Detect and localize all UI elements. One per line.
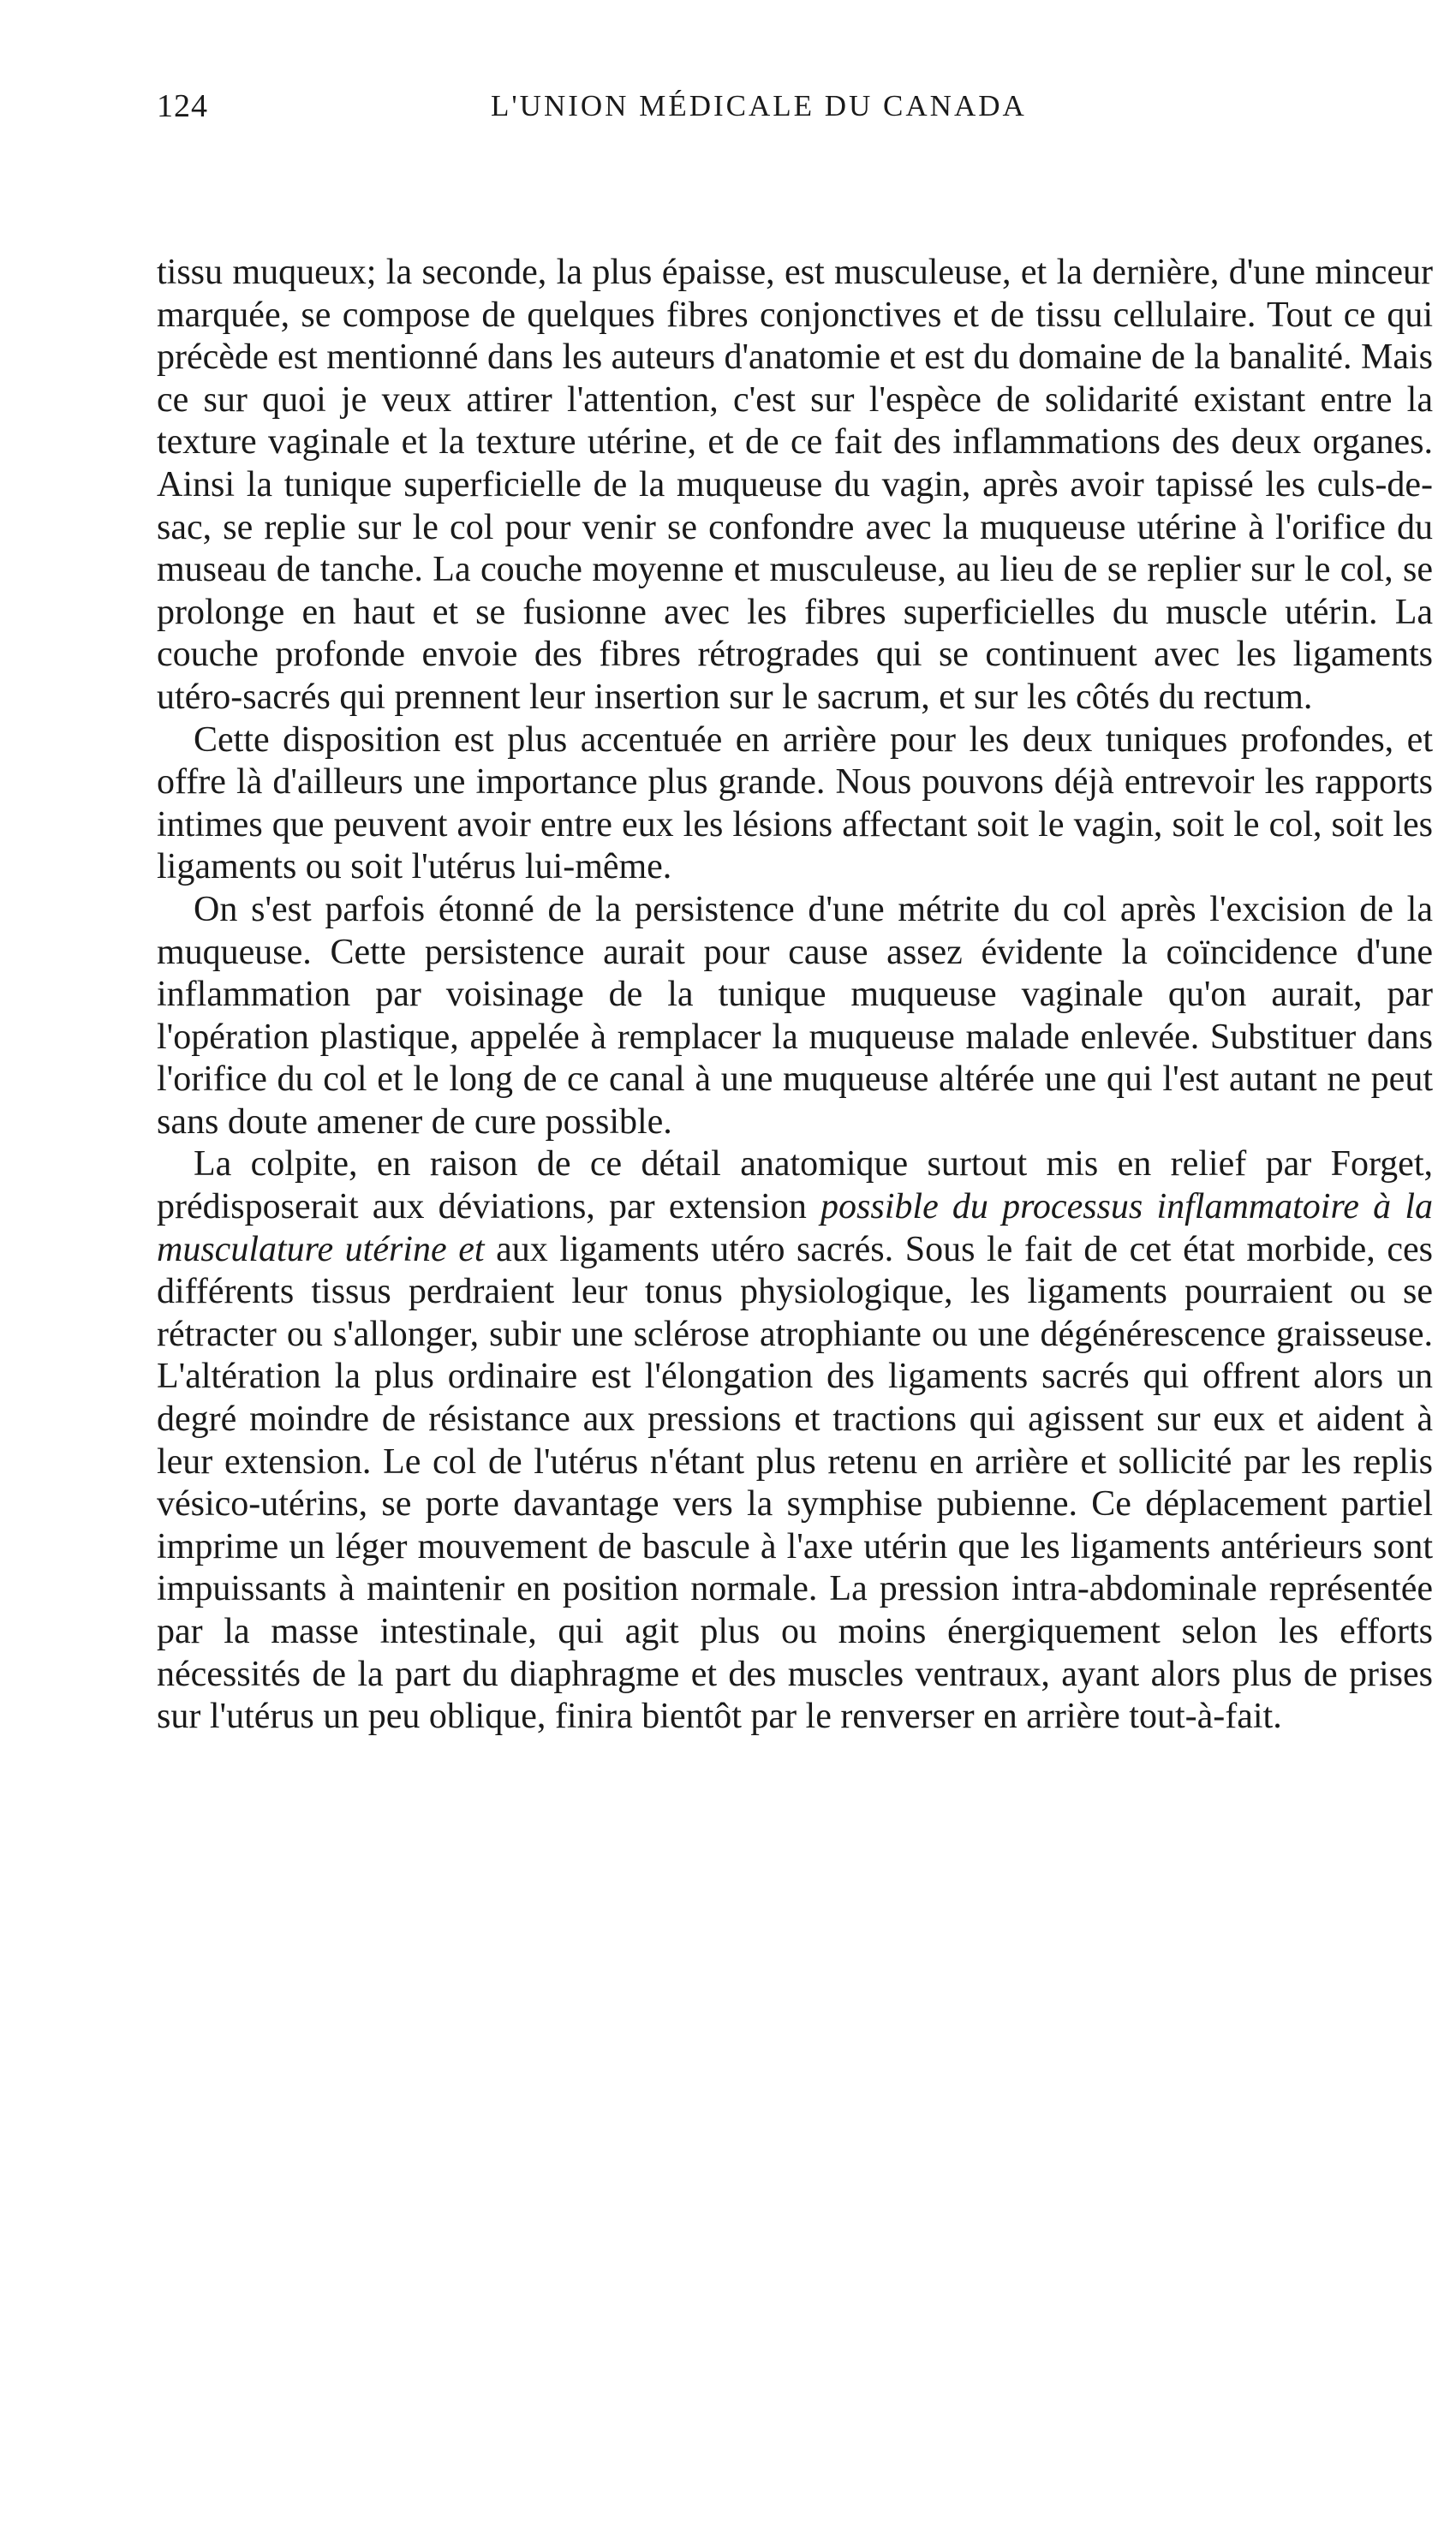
paragraph-4 — [157, 1143, 1433, 1738]
running-header — [157, 79, 1433, 130]
paragraph-3 — [157, 889, 1433, 1144]
journal-title: L'UNION MÉDICALE DU CANADA — [491, 89, 1027, 122]
paragraph-1 — [157, 252, 1433, 719]
paragraph-4-text-start: La colpite, en raison de ce détail anatomique surtout mis en relief par Forget, prédisposerait aux déviations, par extension — [157, 1144, 1433, 1227]
paragraph-1-text: tissu muqueux; la seconde, la plus épaisse, est musculeuse, et la dernière, d'une minceur marquée, se compose de quelques fibres conjonctives et de tissu cellulaire. Tout ce qui précède est mentionné dans les auteurs d'anatomie et est du domaine de la banalité. Mais ce sur quoi je veux attirer l'attention, c'est sur l'espèce de solidarité existant entre la texture vaginale et la texture utérine, et de ce fait des inflammations des deux organes. Ainsi la tunique superficielle de la muqueuse du vagin, après avoir tapissé les culs-de-sac, se replie sur le col pour venir se confondre avec la muqueuse utérine à l'orifice du museau de tanche. La couche moyenne et musculeuse, au lieu de se replier sur le col, se prolonge en haut et se fusionne avec les fibres superficielles du muscle utérin. La couche profonde envoie des fibres rétrogrades qui se continuent avec les ligaments utéro-sacrés qui prennent leur insertion sur le sacrum, et sur les côtés du rectum. — [157, 253, 1433, 717]
page-number: 124 — [157, 88, 208, 124]
paragraph-2-text: Cette disposition est plus accentuée en arrière pour les deux tuniques profondes, et offre là d'ailleurs une importance plus grande. Nous pouvons déjà entrevoir les rapports intimes que peuvent avoir entre eux les lésions affectant soit le vagin, soit le col, soit les ligaments ou soit l'utérus lui-même. — [157, 719, 1433, 887]
document-page — [157, 79, 1433, 1739]
paragraph-4-italic-text: possible du processus inflammatoire à la musculature utérine et — [157, 1187, 1433, 1269]
paragraph-3-text: On s'est parfois étonné de la persistence d'une métrite du col après l'excision de la muqueuse. Cette persistence aurait pour cause assez évidente la coïncidence d'une inflammation par voisinage de la tunique muqueuse vaginale qu'on aurait, par l'opération plastique, appelée à remplacer la muqueuse malade enlevée. Substituer dans l'orifice du col et le long de ce canal à une muqueuse altérée une qui l'est autant ne peut sans doute amener de cure possible. — [157, 889, 1433, 1142]
paragraph-4-text-end: aux ligaments utéro sacrés. Sous le fait de cet état morbide, ces différents tissus perdraient leur tonus physiologique, les ligaments pourraient ou se rétracter ou s'allonger, subir une sclérose atrophiante ou une dégénérescence graisseuse. L'altération la plus ordinaire est l'élongation des ligaments sacrés qui offrent alors un degré moindre de résistance aux pressions et tractions qui agissent sur eux et aident à leur extension. Le col de l'utérus n'étant plus retenu en arrière et sollicité par les replis vésico-utérins, se porte davantage vers la symphise pubienne. Ce déplacement partiel imprime un léger mouvement de bascule à l'axe utérin que les ligaments antérieurs sont impuissants à maintenir en position normale. La pression intra-abdominale représentée par la masse intestinale, qui agit plus ou moins énergiquement selon les efforts nécessités de la part du diaphragme et des muscles ventraux, ayant alors plus de prises sur l'utérus un peu oblique, finira bientôt par le renverser en arrière tout-à-fait. — [157, 1229, 1434, 1737]
paragraph-2 — [157, 719, 1433, 889]
article-body — [157, 252, 1433, 1739]
